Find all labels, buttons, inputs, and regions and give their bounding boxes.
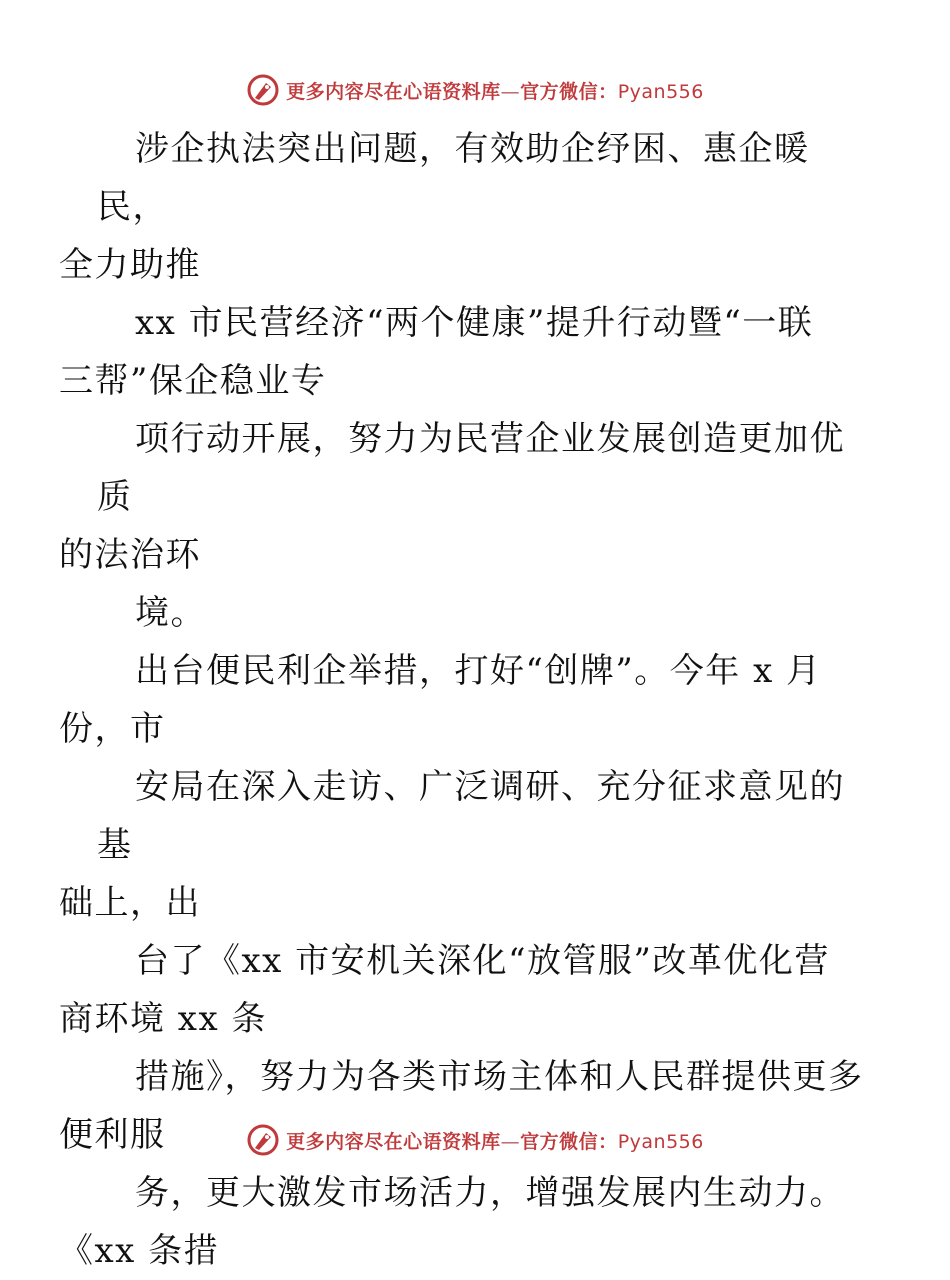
paragraph-4: 境。 (135, 593, 206, 633)
paragraph-9: 务，更大激发市场活力，增强发展内生动力。 《xx 条措 (59, 1173, 845, 1271)
pen-nib-icon (246, 1123, 280, 1157)
document-body (59, 120, 867, 1280)
paragraph-8: 措施》，努力为各类市场主体和人民群提供更多 便利服 (59, 1057, 864, 1155)
header-watermark (0, 70, 950, 110)
paragraph-3: 项行动开展，努力为民营企业发展创造更加优质 的法治环 (59, 419, 845, 575)
paragraph-2: xx 市民营经济“两个健康”提升行动暨“一联 三帮”保企稳业专 (59, 303, 814, 401)
watermark-text: 更多内容尽在心语资料库—官方微信：Pyan556 (286, 80, 704, 103)
paragraph-5: 出台便民利企举措，打好“创牌”。今年 x 月 份，市 (59, 651, 822, 749)
footer-watermark (0, 1120, 950, 1160)
paragraph-7: 台了《xx 市安机关深化“放管服”改革优化营 商环境 xx 条 (59, 941, 830, 1039)
paragraph-1: 涉企执法突出问题，有效助企纾困、惠企暖民， 全力助推 (59, 129, 810, 285)
paragraph-6: 安局在深入走访、广泛调研、充分征求意见的基 础上，出 (59, 767, 845, 923)
pen-nib-icon (246, 73, 280, 107)
watermark-text: 更多内容尽在心语资料库—官方微信：Pyan556 (286, 1130, 704, 1153)
